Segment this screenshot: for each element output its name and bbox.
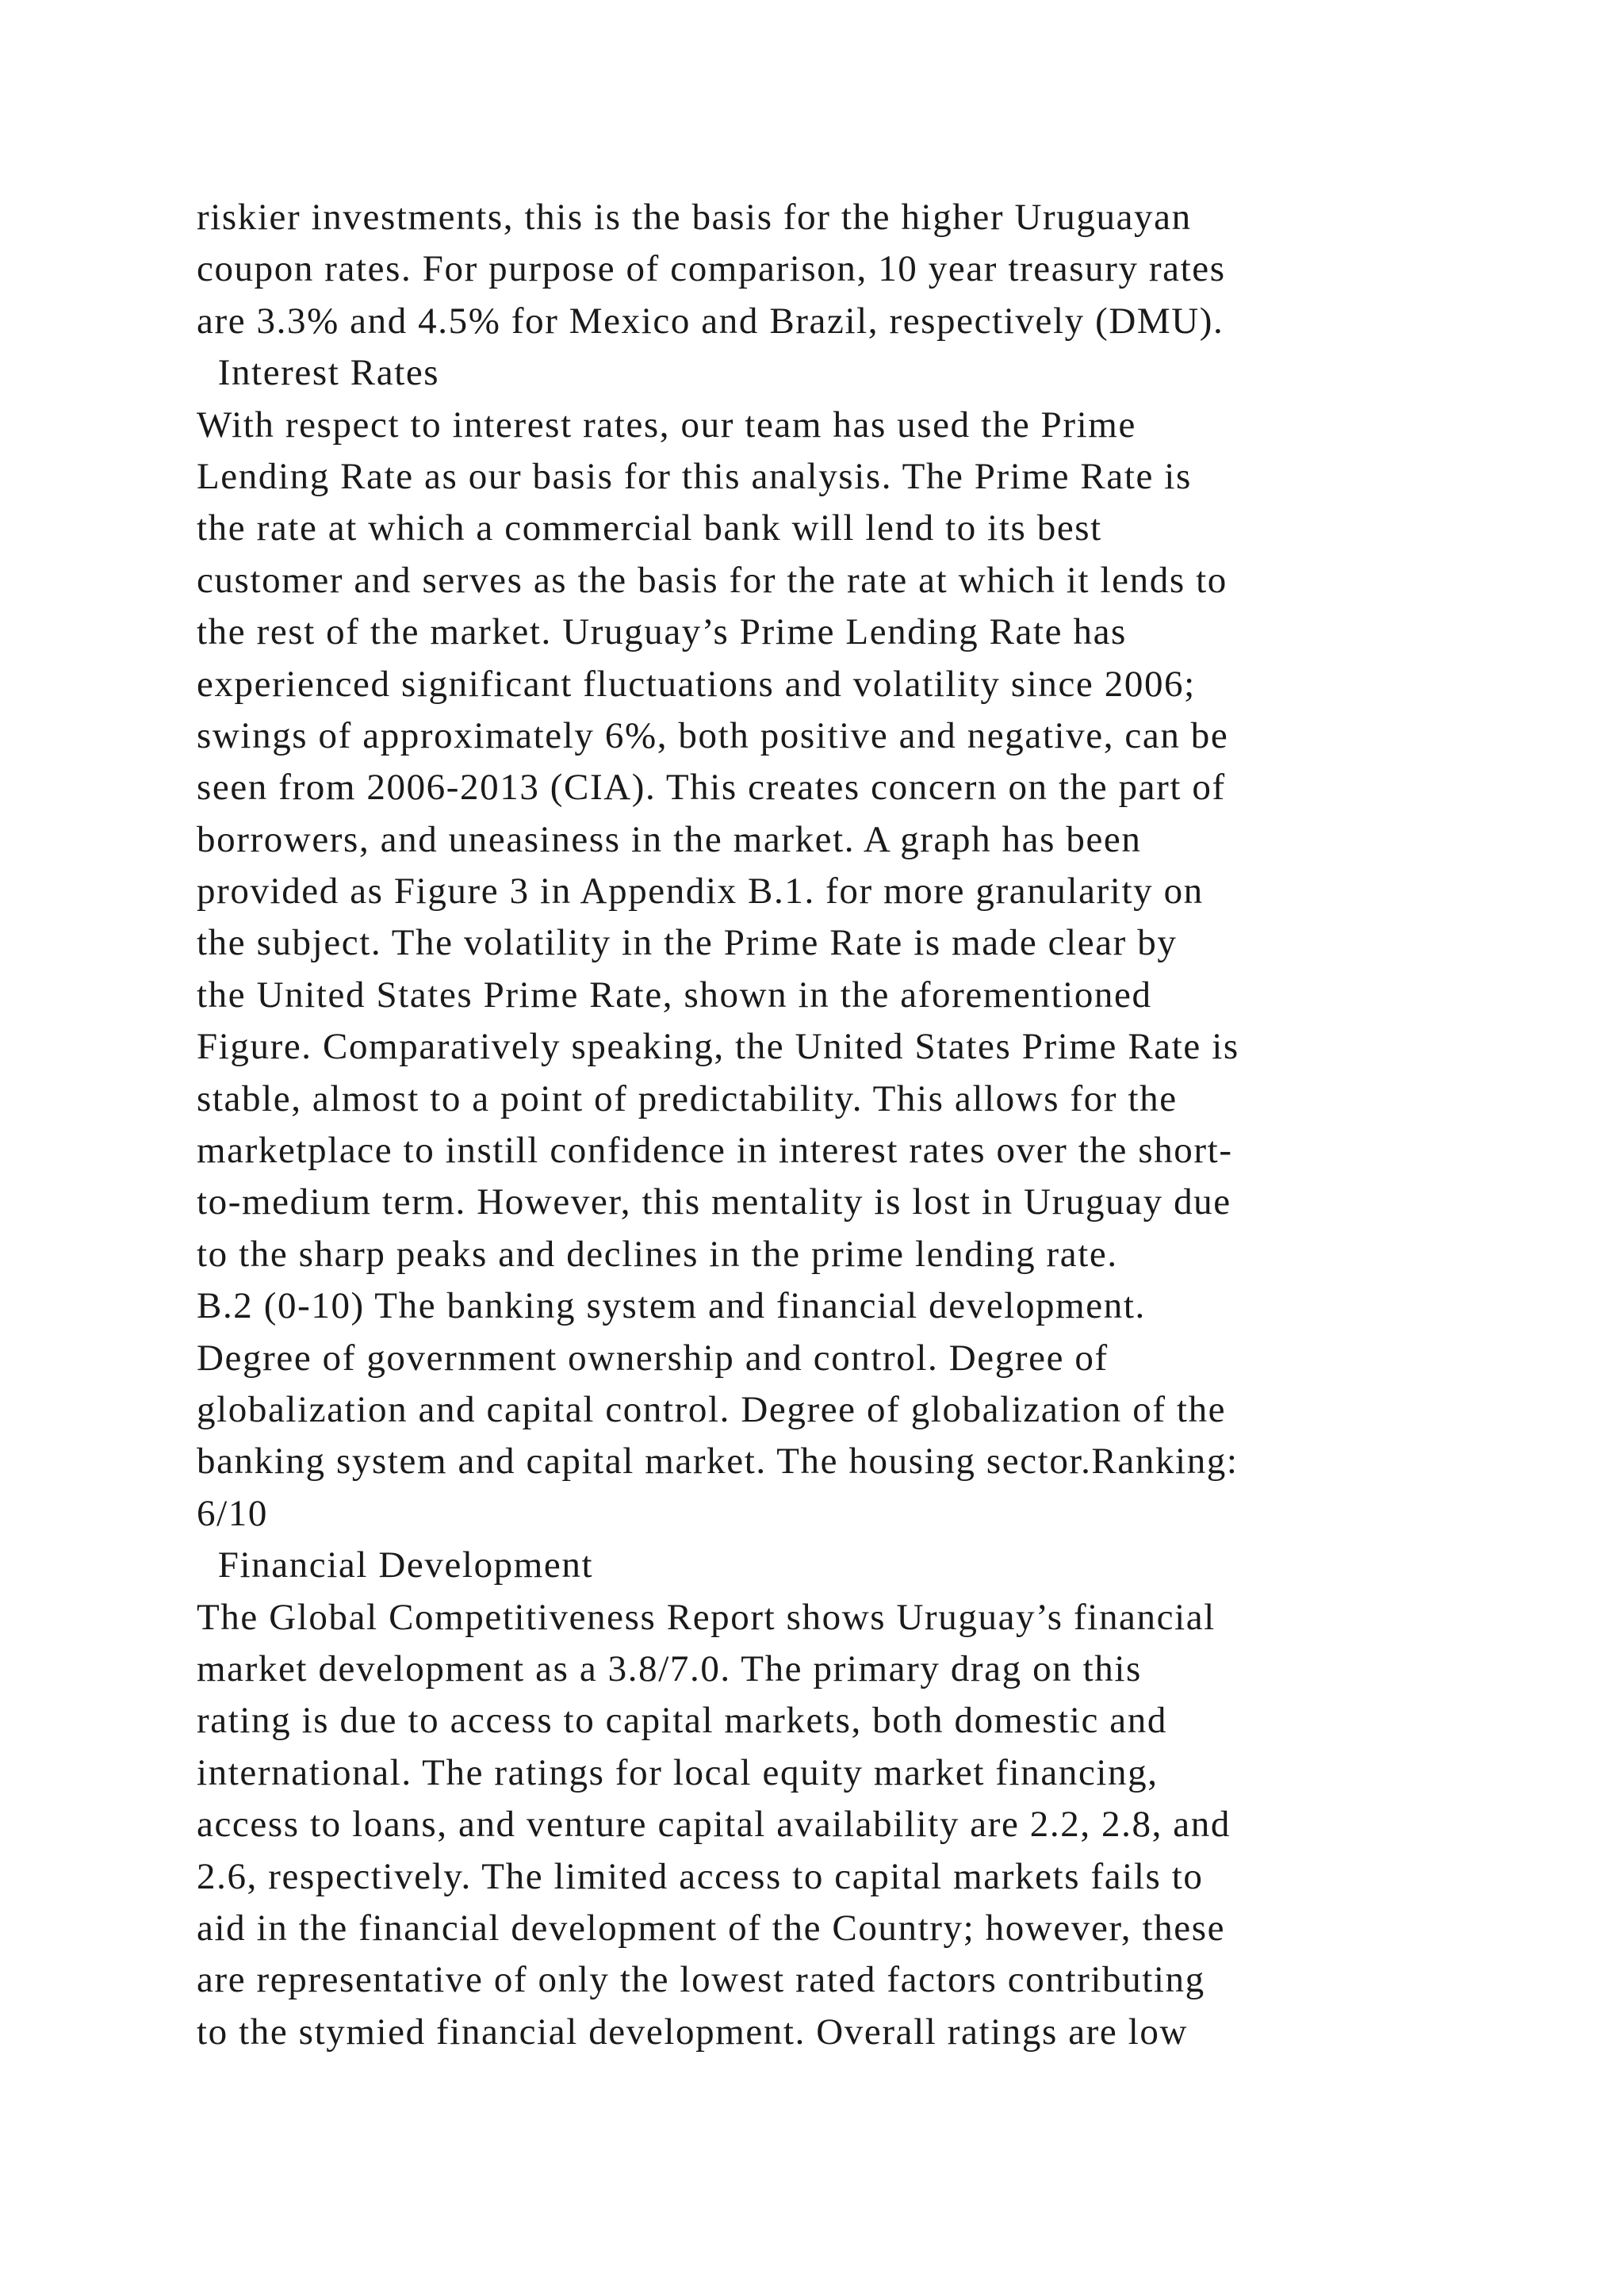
text-line: the subject. The volatility in the Prime Rate is made clear by: [197, 922, 1178, 964]
text-line: stable, almost to a point of predictability. This allows for the: [197, 1077, 1178, 1119]
text-line: swings of approximately 6%, both positive and negative, can be: [197, 714, 1229, 756]
text-line: to the stymied financial development. Overall ratings are low: [197, 2011, 1189, 2053]
text-line: borrowers, and uneasiness in the market. A graph has been: [197, 818, 1142, 860]
text-line: marketplace to instill confidence in interest rates over the short-: [197, 1130, 1233, 1172]
text-line: Degree of government ownership and control. Degree of: [197, 1337, 1109, 1379]
text-line: customer and serves as the basis for the rate at which it lends to: [197, 559, 1228, 601]
text-line: the rate at which a commercial bank will lend to its best: [197, 507, 1102, 549]
body-text: [197, 192, 1497, 2058]
text-line: rating is due to access to capital markets, both domestic and: [197, 1700, 1167, 1742]
section-heading-b2: B.2 (0-10) The banking system and financial development.: [197, 1285, 1146, 1327]
text-line: banking system and capital market. The housing sector.Ranking:: [197, 1441, 1239, 1483]
section-heading-financial-development: Financial Development: [197, 1544, 594, 1586]
text-line: international. The ratings for local equity market financing,: [197, 1751, 1159, 1793]
text-line: riskier investments, this is the basis for the higher Uruguayan: [197, 197, 1192, 238]
text-line: Lending Rate as our basis for this analysis. The Prime Rate is: [197, 455, 1192, 497]
text-line: aid in the financial development of the Country; however, these: [197, 1907, 1226, 1949]
text-line: are 3.3% and 4.5% for Mexico and Brazil, respectively (DMU).: [197, 300, 1224, 342]
text-line: provided as Figure 3 in Appendix B.1. for more granularity on: [197, 871, 1204, 913]
text-line: the rest of the market. Uruguay’s Prime Lending Rate has: [197, 611, 1127, 653]
text-line: seen from 2006-2013 (CIA). This creates concern on the part of: [197, 767, 1226, 809]
text-line: the United States Prime Rate, shown in the aforementioned: [197, 974, 1152, 1016]
text-line: experienced significant fluctuations and volatility since 2006;: [197, 663, 1196, 705]
text-line: coupon rates. For purpose of comparison, 10 year treasury rates: [197, 248, 1226, 290]
text-line: With respect to interest rates, our team has used the Prime: [197, 404, 1136, 446]
text-line: globalization and capital control. Degree of globalization of the: [197, 1388, 1227, 1430]
text-line: 2.6, respectively. The limited access to capital markets fails to: [197, 1855, 1204, 1897]
section-heading-interest-rates: Interest Rates: [197, 352, 440, 394]
text-line: market development as a 3.8/7.0. The primary drag on this: [197, 1647, 1142, 1689]
text-line: to the sharp peaks and declines in the prime lending rate.: [197, 1233, 1118, 1275]
text-line: The Global Competitiveness Report shows Uruguay’s financial: [197, 1596, 1216, 1638]
text-line: are representative of only the lowest rated factors contributing: [197, 1959, 1205, 2001]
ranking-value: 6/10: [197, 1492, 268, 1534]
text-line: Figure. Comparatively speaking, the United States Prime Rate is: [197, 1026, 1239, 1068]
text-line: to-medium term. However, this mentality is lost in Uruguay due: [197, 1181, 1231, 1223]
text-line: access to loans, and venture capital availability are 2.2, 2.8, and: [197, 1804, 1231, 1846]
